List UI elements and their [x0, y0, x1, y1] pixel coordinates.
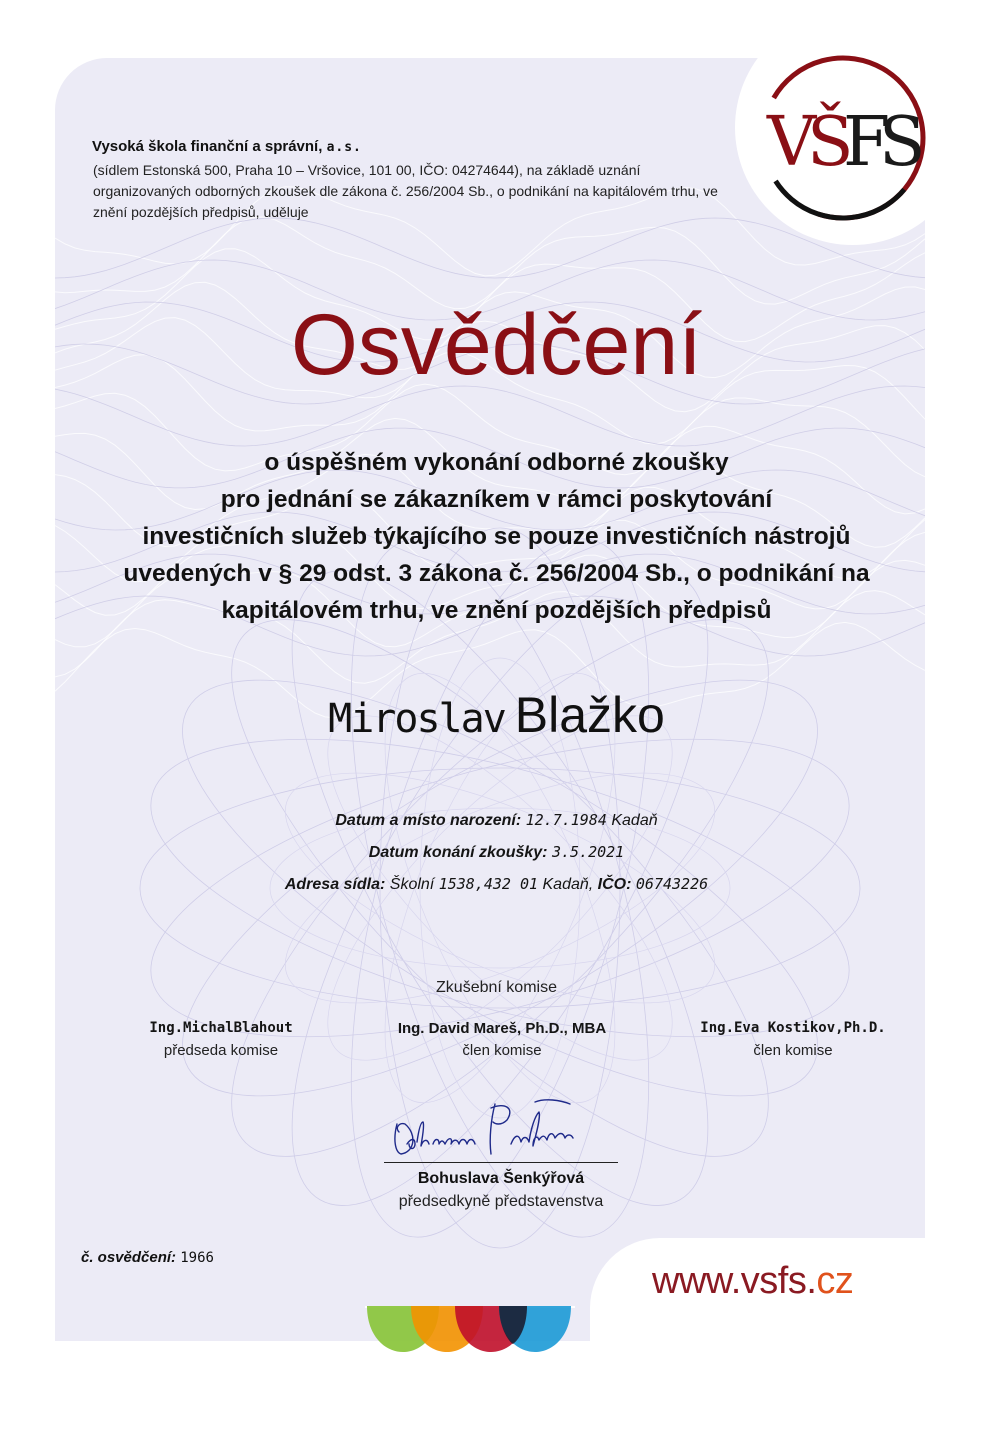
website-tld: cz — [816, 1260, 854, 1302]
ico-label: IČO: — [597, 876, 632, 893]
address-number: 1538,432 01 — [438, 875, 539, 893]
address-street: Školní — [389, 876, 435, 893]
committee-chair — [101, 1020, 341, 1059]
member-role: předseda komise — [163, 1042, 279, 1059]
svg-text:F: F — [843, 103, 891, 182]
subtitle-line: investičních služeb týkajícího se pouze investičních nástrojů — [142, 523, 851, 550]
vsfs-logo — [755, 50, 930, 225]
certificate-number — [81, 1249, 214, 1266]
handwritten-signature — [385, 1094, 625, 1164]
issuer-name-text: Vysoká škola finanční a správní, — [92, 138, 323, 155]
member-name: Ing.Eva Kostikov,Ph.D. — [700, 1020, 886, 1036]
member-role: člen komise — [753, 1042, 833, 1059]
exam-date: 3.5.2021 — [551, 843, 625, 861]
member-role: člen komise — [462, 1042, 542, 1059]
committee-label: Zkušební komise — [436, 979, 557, 996]
birth-date: 12.7.1984 — [525, 811, 607, 829]
website-main: www.vsfs. — [652, 1260, 817, 1302]
issuer-name — [92, 138, 362, 155]
certificate-number-value: 1966 — [180, 1250, 214, 1266]
svg-text:S: S — [879, 103, 926, 182]
holder-name — [0, 686, 993, 744]
member-name: Ing.MichalBlahout — [149, 1020, 293, 1036]
svg-text:V: V — [767, 103, 817, 182]
signatory-name: Bohuslava Šenkýřová — [417, 1170, 585, 1187]
issuer-details: (sídlem Estonská 500, Praha 10 – Vršovice, 101 00, IČO: 04274644), na základě uznání organizovaných odborných zkoušek dle zákona č. 256/2004 Sb., o podnikání na kapitálovém trhu, ve znění pozdějších předpisů, uděluje — [93, 162, 718, 220]
guilloche-line — [55, 386, 925, 446]
holder-first-name: Miroslav — [328, 696, 505, 742]
signature-line — [384, 1162, 618, 1163]
address-city: Kadaň, — [542, 876, 594, 893]
issuer-legal-form: a.s. — [326, 140, 362, 155]
committee-member — [382, 1020, 622, 1059]
ico-value: 06743226 — [635, 875, 709, 893]
birth-place: Kadaň — [611, 812, 658, 829]
signatory-role: předsedkyně představenstva — [398, 1193, 604, 1210]
member-name: Ing. David Mareš, Ph.D., MBA — [397, 1020, 607, 1037]
certificate-title: Osvědčení — [290, 297, 703, 393]
birth-info — [0, 811, 993, 830]
certificate-subtitle — [40, 444, 953, 629]
subtitle-line: uvedených v § 29 odst. 3 zákona č. 256/2004 Sb., o podnikání na — [123, 560, 870, 587]
svg-text:Š: Š — [807, 103, 854, 182]
address-info — [0, 875, 993, 894]
color-drops-decoration — [365, 1306, 575, 1352]
committee-member — [673, 1020, 913, 1059]
subtitle-line: o úspěšném vykonání odborné zkoušky — [264, 449, 729, 476]
certificate-number-label: č. osvědčení: — [81, 1249, 177, 1266]
subtitle-line: kapitálovém trhu, ve znění pozdějších předpisů — [221, 597, 772, 624]
exam-label: Datum konání zkoušky: — [368, 844, 548, 861]
subtitle-line: pro jednání se zákazníkem v rámci poskytování — [220, 486, 773, 513]
holder-last-name: Blažko — [514, 687, 665, 743]
birth-label: Datum a místo narození: — [335, 812, 522, 829]
address-label: Adresa sídla: — [284, 876, 386, 893]
website-url — [652, 1260, 853, 1303]
exam-info — [0, 843, 993, 862]
